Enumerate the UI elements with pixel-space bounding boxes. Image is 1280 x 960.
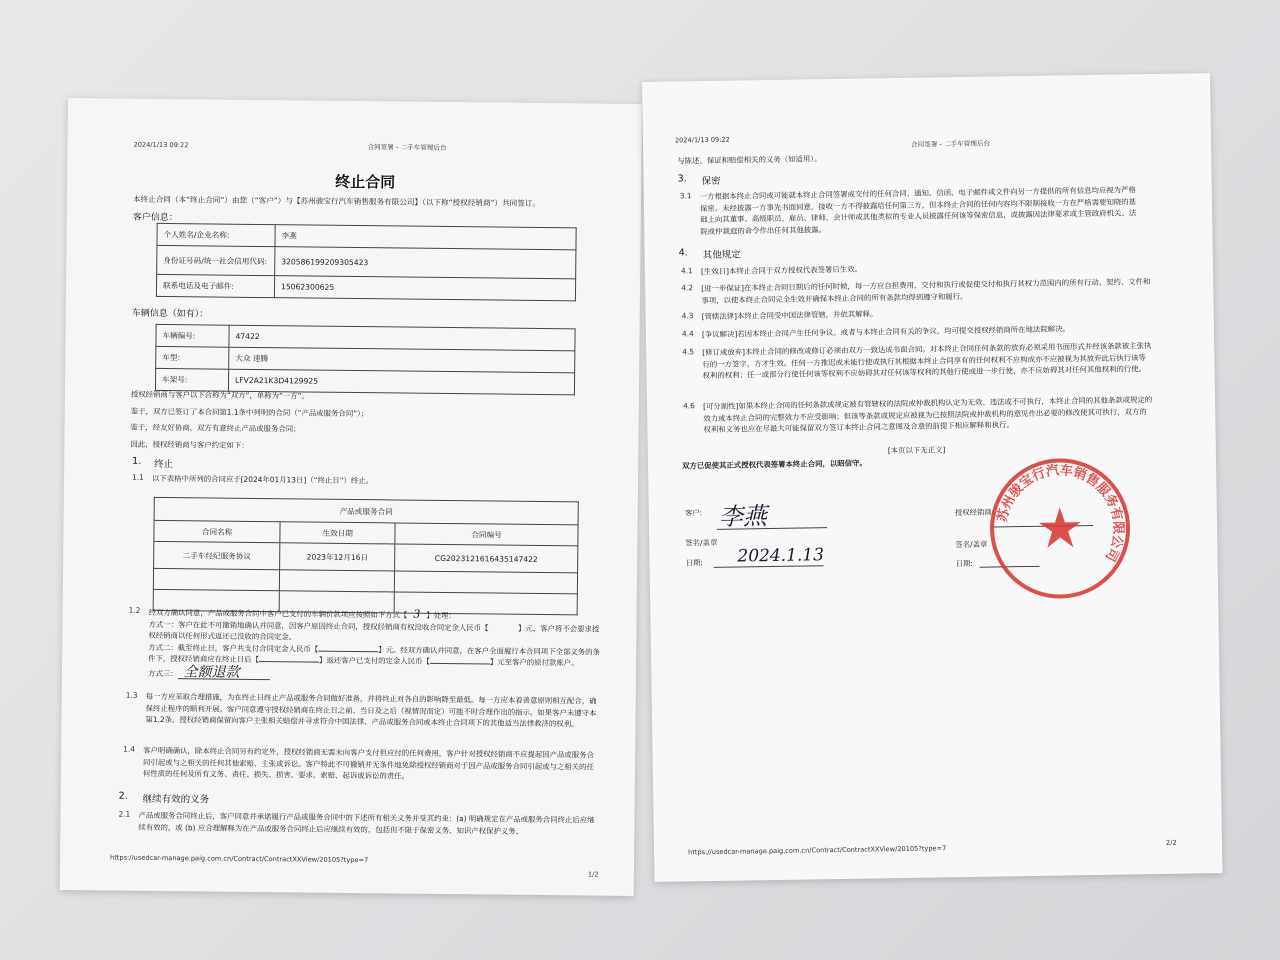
clause-4-5: [修订或放弃]本终止合同的修改或修订必须由双方一致达成书面合同。对本终止合同任何条款的放弃必须采用书面形式并经该条款被主张执行的一方签字，方才生效。任何一方推迟或未能行使或执行其根据本终止合同享有的任何权利不应构成亦不应被视为其放弃此后执行该等权利的权利；任一或部分行使任何该等权利不应妨碍其对任何该等权利的其他行使或进一步行使，亦不应妨碍其对任何其他权利的行使。 [702,341,1152,381]
table-cell: 联系电话及电子邮件: [156,274,274,297]
table-cell: 车架号: [155,368,228,391]
option-2-text: 】元。经双方确认并同意，在客户全面履行本合同项下全部义务的条件下，授权经销商应在终止日后【 [148,644,601,665]
table-cell: 15062300625 [274,276,575,301]
clause-number: 1.4 [123,744,135,754]
table-cell: CG20231216164351474​22 [395,544,578,573]
option-2-text: 】返还客户已支付的定金人民币【 [318,655,430,666]
recital: 授权经销商与客户以下合称为“双方”，单称为“一方”。 [130,389,309,401]
section-2-title: 继续有效的义务 [142,793,210,806]
company-seal-icon [986,454,1134,602]
clause-number: 3.1 [679,191,692,201]
clause-number: 1.3 [125,690,138,700]
handwritten-choice: 3 [413,607,421,621]
clause-1-2-lead: 经双方确认同意，产品或服务合同中客户已支付的车辆价款项应按照如下方式【 [148,607,408,620]
dealer-signature-label: 授权经销商: [954,507,995,518]
clause-number: 1.1 [131,472,144,482]
clause-1-2-lead-end: 】处理： [426,610,456,621]
date-label: 日期: [685,558,703,568]
section-4-title: 其他规定 [702,249,741,262]
recital: 鉴于，双方已签订了本合同第1.1条中列明的合同（“产品或服务合同”）； [130,406,369,418]
contract-intro: 本终止合同（本“终止合同”）由您（“客户”）与【苏州骏宝行汽车销售服务有限公司】（以下称“授权经销商”）共同签订。 [132,194,541,208]
table-cell: 个人姓名/企业名称: [157,223,275,246]
page2-footer-url: https://usedcar-manage.paig.com.cn/Contract/ContractXXView/20105?type=7 [688,844,947,857]
page-title: 终止合同 [335,172,396,192]
witness-statement: 双方已促使其正式授权代表签署本终止合同，以昭信守。 [681,458,867,471]
table-row [157,245,576,278]
clause-number: 4.3 [681,311,694,321]
contract-page-1 [60,98,642,896]
table-cell: 车型: [156,346,229,369]
clause-1-2 [148,606,604,684]
clause-4-2: [进一步保证]在本终止合同日期后的任何时候，每一方应自担费用，交付和执行或促使交付和执行其权力范围内的所有行动、契约、文件和事项，以使本终止合同完全生效并确保本终止合同的所有条款均得到遵守和履行。 [701,277,1151,305]
recital: 因此，授权经销商与客户约定如下： [130,439,249,450]
vehicle-info-label: 车辆信息（如有）： [131,308,209,320]
recital: 鉴于，经友好协商，双方有意终止产品或服务合同； [130,422,301,434]
contract-page-2 [642,73,1222,882]
section-4-number: 4. [678,247,688,259]
clause-1-4: 客户明确确认，除本终止合同另有约定外，授权经销商无需未向客户支付但应付的任何费用，客户针对授权经销商不应提起因产品或服务合同引起或与之相关的任何其他索赔、主张或诉讼。客户特此不可撤销并无条件地免除授权经销商对于因产品或服务合同引起或与之相关的任何性质的任何及所有义务、责任、损失、损害、要求、索赔、起诉或诉讼的责任。 [142,745,595,781]
handwritten-date: 2024.1.13 [737,545,825,567]
table-cell: 大众 速腾 [229,347,575,373]
table-cell: 320586199209305423 [275,247,576,279]
table-caption: 产品或服务合同 [154,497,578,524]
option-3-label: 方式三： [147,668,178,678]
customer-signature: 李燕 [718,502,768,531]
clause-4-4: [争议解决]若因本终止合同产生任何争议、或者与本终止合同有关的争议，均可提交授权经销商所在地法院解决。 [701,324,1070,340]
page2-header-time: 2024/1/13 09:22 [674,135,730,145]
table-cell: 47422 [229,325,575,351]
option-2-text: 】元至客户的原付款账户。 [489,657,579,668]
clause-number: 2.1 [118,809,131,819]
clause-number: 4.4 [681,329,694,339]
table-header: 生效日期 [280,522,395,544]
recitals [130,389,601,455]
option-1: 方式一：客户在此不可撤销地确认并同意，因客户原因终止合同，授权经销商有权没收合同定金人民币【 】元，客户将不会要求授权经销商以任何形式返还已没收的合同定金。 [148,619,600,642]
carry-over-text: 与陈述、保证和赔偿相关的义务（如适用）。 [677,154,822,166]
table-cell: 车辆编号: [156,324,229,347]
dealer-date-label: 日期: [955,558,973,569]
customer-signature-label: 客户: [684,508,703,518]
clause-4-1: [生效日]本终止合同于双方授权代表签署后生效。 [700,264,863,277]
blank-page-note: [本页以下无正文] [887,445,946,456]
table-cell: 二手车经纪服务协议 [154,541,281,569]
clause-number: 1.2 [128,605,141,615]
clause-4-3: [管辖法律]本终止合同受中国法律管辖，并依其解释。 [701,309,878,322]
customer-info-label: 客户信息： [132,212,178,224]
clause-3-1: 一方根据本终止合同或可能就本终止合同签署或交付的任何合同、通知、信函、电子邮件或文件向另一方提供的所有信息均应视为严格保密。未经披露一方事先书面同意，接收一方不得披露给任何第三方，但本终止合同的任何内容均不限制接收一方在严格需要知晓的基础上向其董事、高级职员、雇员、律师、会计师或其他类似的专业人员披露任何该等保密信息，或披露因法律要求或主管政府机关、法院或仲裁庭的命令作出任何其他披露。 [699,185,1137,236]
vehicle-info-table [155,324,576,395]
table-header: 合同名称 [154,520,280,542]
page1-header-time: 2024/1/13 09:22 [133,140,189,150]
clause-1-3: 每一方应采取合理措施，为在终止日终止产品或服务合同做好准备，并将终止对各自的影响降至最低。每一方应本着善意原则相互配合，确保终止程序的顺利开展。客户同意遵守授权经销商在终止日之前、当日及之后（视情况而定）可能不时合理作出的指示。如果客户未遵守本第1.2条，授权经销商保留向客户主张相关赔偿并寻求符合中国法律、产品或服务合同或本终止合同项下的其他适当法律救济的权利。 [145,691,597,729]
blank-field [259,661,319,663]
option-2-text: 方式二：截至终止日，客户共支付合同定金人民币【 [148,642,319,654]
seal-star-icon [1039,507,1082,548]
date-line [714,565,824,568]
clause-4-6: [可分割性]如果本终止合同的任何条款或规定被有管辖权的法院或仲裁机构认定为无效、违法或不可执行，本终止合同的其他条款或规定的效力或本终止合同的完整效力不应受影响；但该等条款或规定应被视为已按照法院或仲裁机构的意见作出必要的修改使其可执行，双方的权利和义务也应在尽最大可能保留双方签订本终止合同之意图及合意的前提下相应解释和执行。 [703,395,1153,435]
clause-2-1: 产品或服务合同终止后，客户同意并承诺履行产品或服务合同中的下述所有相关义务并受其约束：(a) 明确规定在产品或服务合同终止后应继续有效的，或 (b) 应合理解释为在产品或服务合同终止后应继续有效的，包括但不限于保密义务、知识产权保护义务、 [138,810,595,836]
clause-number: 4.1 [680,266,693,276]
customer-info-table [156,223,577,301]
table-cell: 身份证号码/统一社会信用代码: [157,245,275,275]
sign-seal-label: 签名/盖章 [685,537,718,548]
table-row [156,274,575,300]
handwritten-option-3: 全额退款 [177,667,269,680]
section-1-title: 终止 [154,458,174,471]
page1-footer-page: 1/2 [587,870,599,879]
clause-number: 4.5 [682,347,695,357]
section-1-number: 1. [132,455,142,467]
table-header: 合同编号 [395,523,578,546]
table-cell: LFV2A21K3D4129925 [228,369,574,395]
page2-footer-page: 2/2 [1165,838,1177,847]
product-contract-table [153,497,579,615]
blank-field [318,650,378,652]
clause-1-1: 以下表格中所列的合同应于[2024年01月13日]（“终止日”）终止。 [151,473,374,486]
section-3-number: 3. [677,173,687,185]
seal-text-path: 苏州骏宝行汽车销售服务有限公司 [995,463,1126,564]
section-3-title: 保密 [701,175,721,188]
clause-number: 4.2 [681,283,694,293]
page1-header-title: 合同签署 - 二手车管理后台 [367,143,447,152]
page2-header-title: 合同签署 - 二手车管理后台 [910,139,991,149]
clause-number: 4.6 [683,401,695,411]
dealer-sign-seal-label: 签名/盖章 [955,539,988,550]
table-cell: 李燕 [275,225,576,250]
blank-field [430,663,490,665]
table-cell: 2023年12月16日 [280,543,395,571]
section-2-number: 2. [118,790,128,802]
page1-footer-url: https://usedcar-manage.paig.com.cn/Contract/ContractXXView/20105?type=7 [110,853,369,865]
